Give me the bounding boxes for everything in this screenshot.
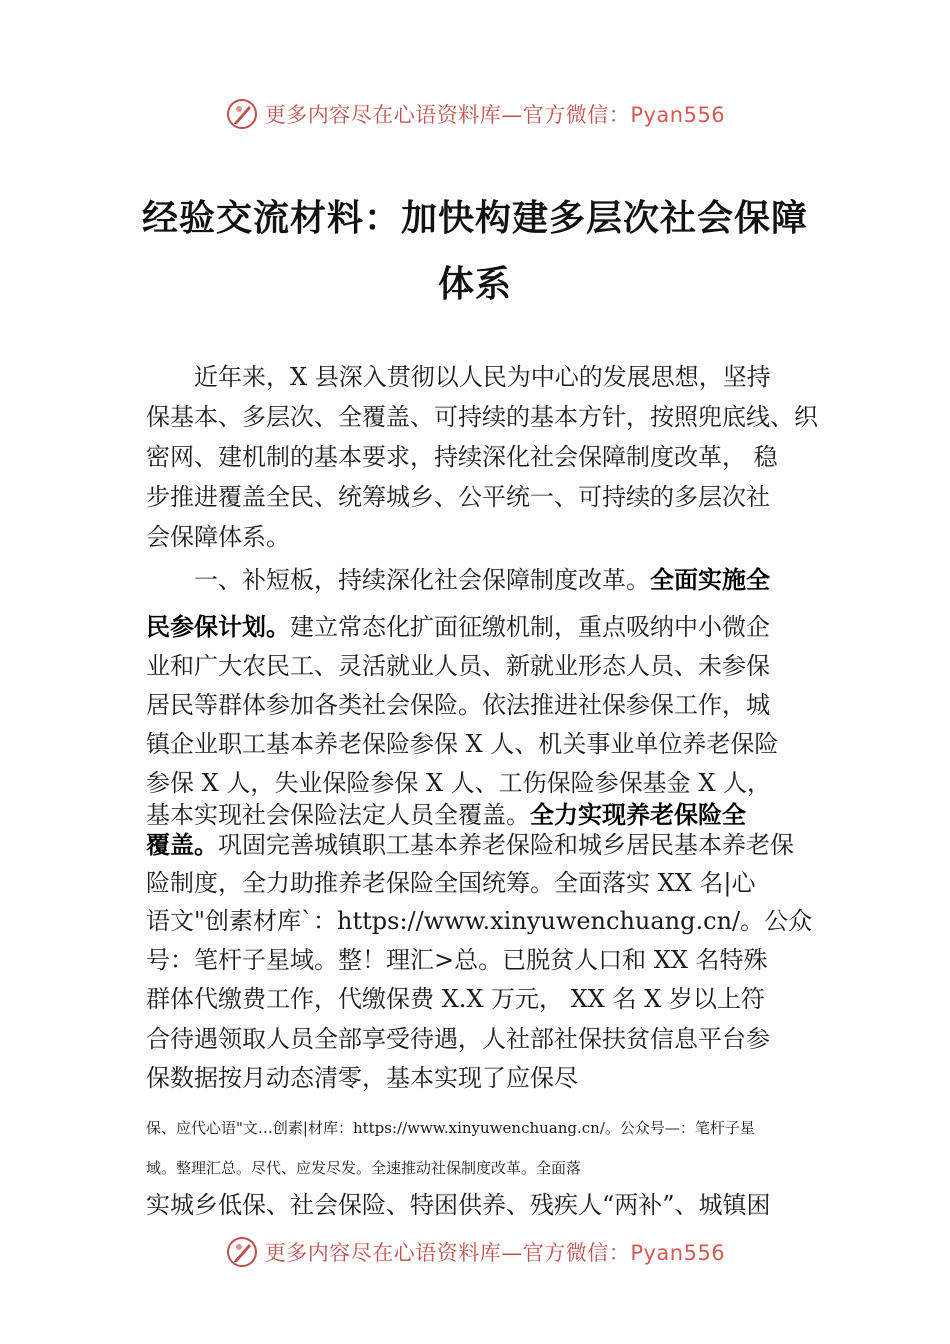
paragraph-line: 密网、建机制的基本要求，持续深化社会保障制度改革， 稳 <box>146 443 778 471</box>
header-banner <box>0 94 950 134</box>
banner-handle: Pyan556 <box>630 103 726 127</box>
bold-lead: 全力实现养老保险全 <box>530 801 746 829</box>
paragraph-line: 会保障体系。 <box>146 523 290 551</box>
paragraph-line: 业和广大农民工、灵活就业人员、新就业形态人员、未参保 <box>146 652 770 680</box>
paragraph-line: 实城乡低保、社会保险、特困供养、残疾人“两补”、城镇困 <box>146 1191 771 1219</box>
paragraph-line: 镇企业职工基本养老保险参保 X 人、机关事业单位养老保险 <box>146 730 779 758</box>
paragraph-line <box>146 800 746 830</box>
paragraph-line: 合待遇领取人员全部享受待遇，人社部社保扶贫信息平台参 <box>146 1025 770 1053</box>
paragraph-line: 语文"创素材库`：https://www.xinyuwenchuang.cn/。公众 <box>146 907 813 935</box>
paragraph-line: 号：笔杆子星域。整！理汇>总。已脱贫人口和 XX 名特殊 <box>146 946 768 974</box>
paragraph-line: 保基本、多层次、全覆盖、可持续的基本方针，按照兜底线、织 <box>146 403 818 431</box>
bold-lead: 民参保计划。 <box>146 613 290 641</box>
paragraph-line: 群体代缴费工作，代缴保费 X.X 万元， XX 名 X 岁以上符 <box>146 985 765 1013</box>
paragraph-line: 居民等群体参加各类社会保险。依法推进社保参保工作，城 <box>146 691 770 719</box>
paragraph-line: 参保 X 人，失业保险参保 X 人、工伤保险参保基金 X 人， <box>146 769 772 797</box>
footer-banner <box>0 1232 950 1272</box>
paragraph-text: 建立常态化扩面征缴机制，重点吸纳中小微企 <box>290 613 770 641</box>
paragraph-line <box>146 612 770 642</box>
bold-lead: 全面实施全 <box>650 566 770 594</box>
section-heading: 一、补短板，持续深化社会保障制度改革。 <box>194 566 650 594</box>
banner-text: 更多内容尽在心语资料库—官方微信：Pyan556 <box>264 1241 726 1265</box>
paragraph-line: 保数据按月动态清零，基本实现了应保尽 <box>146 1064 578 1092</box>
bold-lead: 覆盖。 <box>146 831 218 859</box>
banner-handle: Pyan556 <box>630 1241 726 1265</box>
paragraph-line: 步推进覆盖全民、统筹城乡、公平统一、可持续的多层次社 <box>146 483 770 511</box>
pen-logo-icon <box>225 1235 259 1269</box>
paragraph-text: 巩固完善城镇职工基本养老保险和城乡居民基本养老保 <box>218 831 794 859</box>
paragraph-text: 基本实现社会保险法定人员全覆盖。 <box>146 801 530 829</box>
section-heading-line <box>194 565 770 595</box>
pen-logo-icon <box>225 97 259 131</box>
document-title-line-1: 经验交流材料：加快构建多层次社会保障 <box>141 198 808 239</box>
paragraph-line <box>146 830 794 860</box>
paragraph-line: 险制度，全力助推养老保险全国统筹。全面落实 XX 名|心 <box>146 869 756 897</box>
banner-text: 更多内容尽在心语资料库—官方微信：Pyan556 <box>264 103 726 127</box>
document-title-line-2: 体系 <box>437 264 512 305</box>
small-text-line: 域。整理汇总。尽代、应发尽发。全速推动社保制度改革。全面落 <box>146 1159 582 1177</box>
paragraph-line: 近年来，X 县深入贯彻以人民为中心的发展思想，坚持 <box>194 363 771 391</box>
small-text-line: 保、应代心语"文…创素|材库：https://www.xinyuwenchuang.cn/。公众号—：笔杆子星 <box>146 1119 755 1137</box>
